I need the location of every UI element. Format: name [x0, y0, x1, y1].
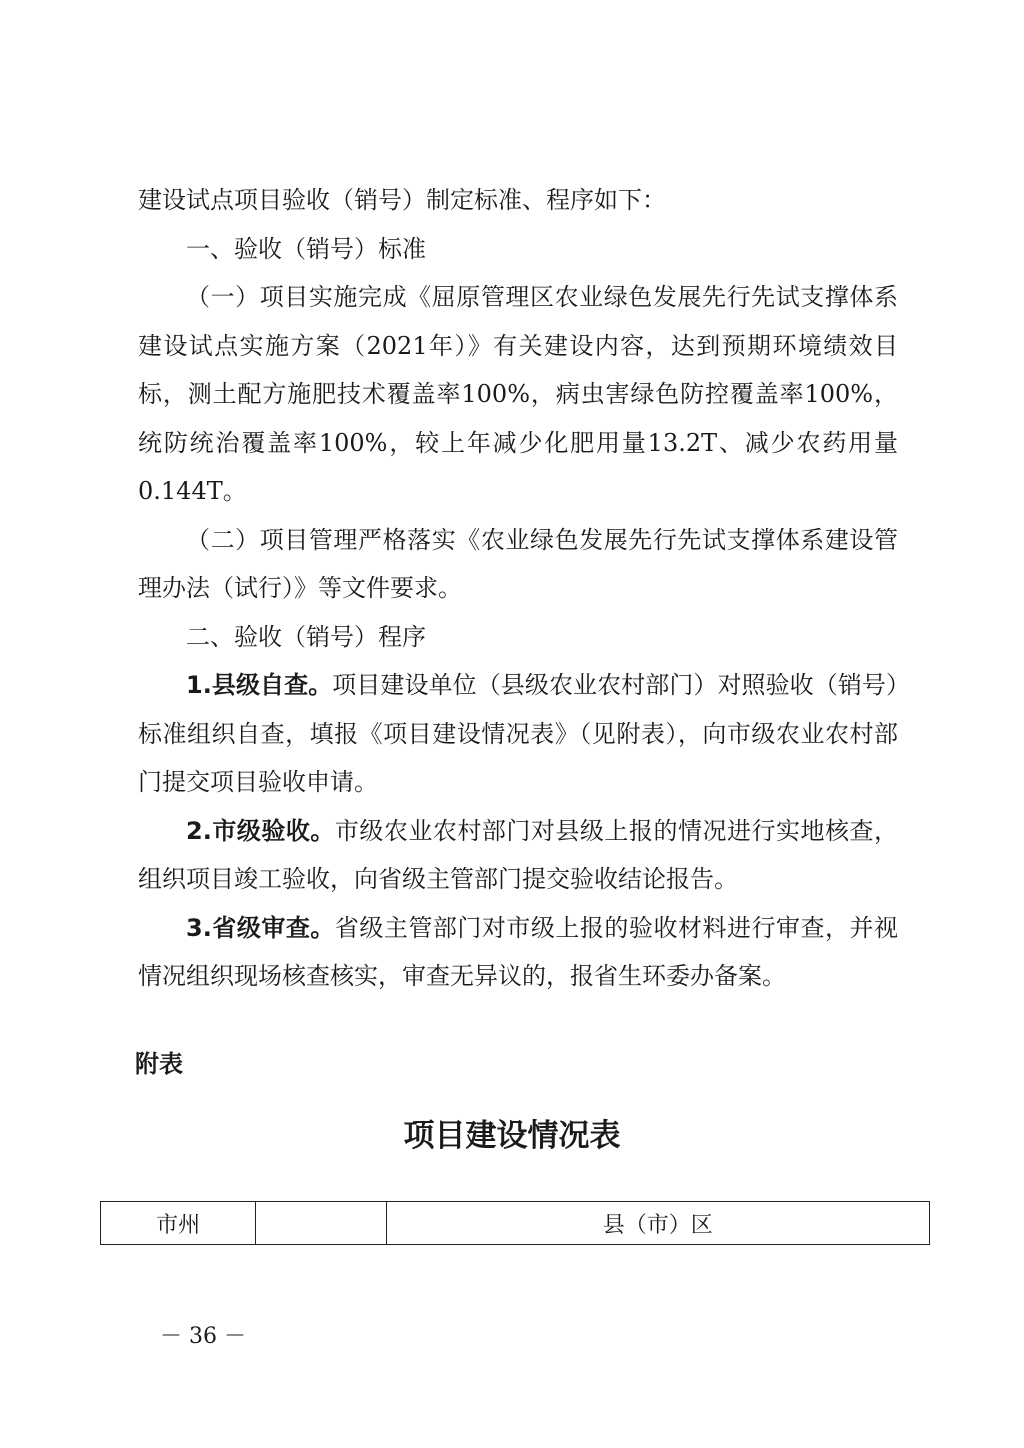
annex-label: 附表: [135, 1050, 183, 1078]
section-heading-procedure: 二、验收（销号）程序: [186, 622, 426, 651]
table-cell-city-value: [256, 1202, 386, 1245]
project-table: [100, 1201, 930, 1245]
table-row: [101, 1202, 930, 1245]
section-heading-standards: 一、验收（销号）标准: [186, 234, 426, 263]
step-title: 3.省级审查。: [186, 913, 335, 942]
step-text: 市级农业农村部门对县级上报的情况进行实地核查，组织项目竣工验收，向省级主管部门提交验收结论报告。: [138, 816, 898, 893]
page-number: － 36 －: [160, 1324, 246, 1349]
procedure-step-1: [138, 661, 898, 807]
table-cell-county-label: 县（市）区: [386, 1202, 929, 1245]
table-title: 项目建设情况表: [403, 1118, 621, 1154]
procedure-step-2: [138, 807, 898, 904]
body-text: [138, 176, 898, 1001]
step-title: 1.县级自查。: [186, 671, 333, 699]
procedure-step-3: [138, 904, 898, 1001]
step-text: 项目建设单位（县级农业农村部门）对照验收（销号）标准组织自查，填报《项目建设情况表》（见附表），向市级农业农村部门提交项目验收申请。: [138, 671, 898, 796]
step-text: 省级主管部门对市级上报的验收材料进行审查，并视情况组织现场核查核实，审查无异议的，报省生环委办备案。: [138, 913, 898, 990]
step-title: 2.市级验收。: [186, 816, 335, 845]
standard-item-1: （一）项目实施完成《屈原管理区农业绿色发展先行先试支撑体系建设试点实施方案（2021年）》有关建设内容，达到预期环境绩效目标，测土配方施肥技术覆盖率100%，病虫害绿色防控覆盖率100%，统防统治覆盖率100%，较上年减少化肥用量13.2T、减少农药用量0.144T。: [138, 283, 898, 505]
standard-item-2: （二）项目管理严格落实《农业绿色发展先行先试支撑体系建设管理办法（试行）》等文件要求。: [138, 525, 898, 602]
intro-paragraph: 建设试点项目验收（销号）制定标准、程序如下：: [138, 186, 666, 214]
table-cell-city-label: 市州: [101, 1202, 256, 1245]
